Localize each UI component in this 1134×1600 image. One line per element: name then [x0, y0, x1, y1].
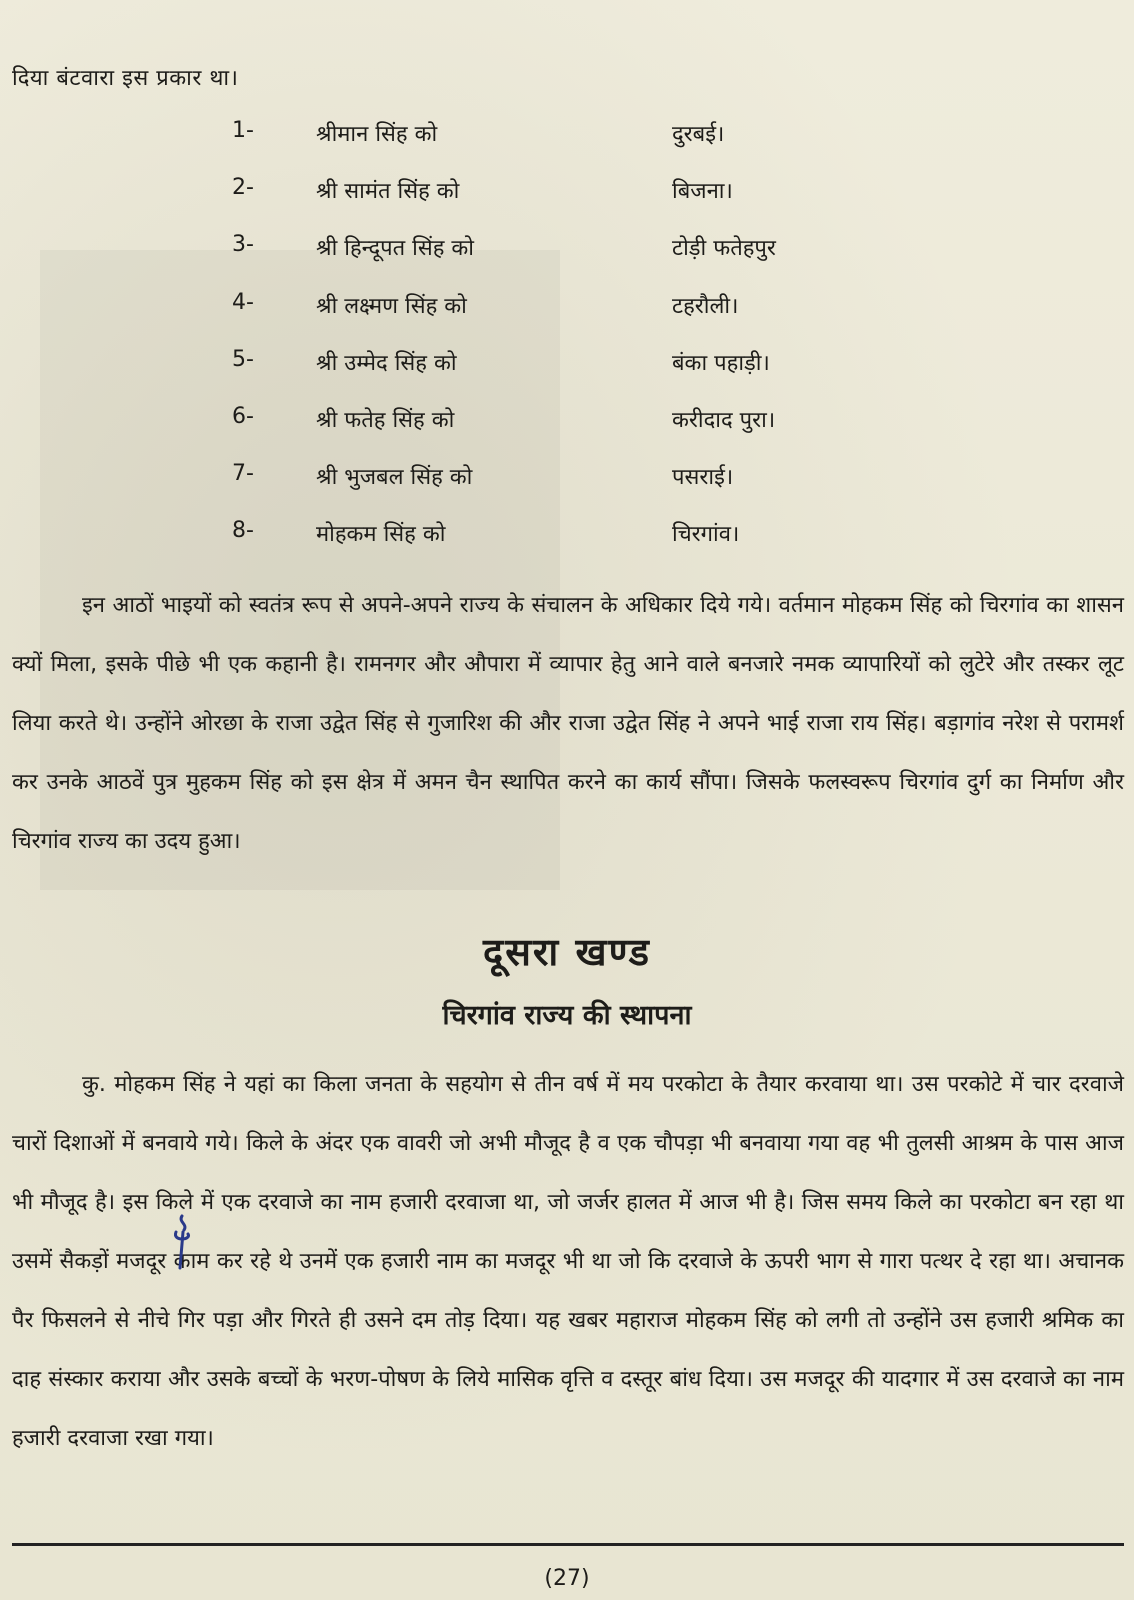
list-item-place: टोड़ी फतेहपुर: [672, 236, 776, 261]
list-item-number: 5-: [232, 347, 254, 372]
list-item-place: बिजना।: [672, 179, 733, 204]
list-item-number: 4-: [232, 290, 254, 315]
list-item-number: 8-: [232, 518, 254, 543]
paragraph-eight-brothers: इन आठों भाइयों को स्वतंत्र रूप से अपने-अपने राज्य के संचालन के अधिकार दिये गये। वर्तमान मोहकम सिंह को चिरगांव का शासन क्यों मिला, इसके पीछे भी एक कहानी है। रामनगर और औपारा में व्यापार हेतु आने वाले बनजारे नमक व्यापारियों को लुटेरे और तस्कर लूट लिया करते थे। उन्होंने ओरछा के राजा उद्वेत सिंह से गुजारिश की और राजा उद्वेत सिंह ने अपने भाई राजा राय सिंह। बड़ागांव नरेश से परामर्श कर उनके आठवें पुत्र मुहकम सिंह को इस क्षेत्र में अमन चैन स्थापित करने का कार्य सौंपा। जिसके फलस्वरूप चिरगांव दुर्ग का निर्माण और चिरगांव राज्य का उदय हुआ।: [12, 593, 1124, 854]
list-item-name: श्री हिन्दूपत सिंह को: [316, 236, 474, 261]
list-item-name: श्री फतेह सिंह को: [316, 408, 455, 433]
list-item-number: 6-: [232, 404, 254, 429]
paragraph-fort-establishment: कु. मोहकम सिंह ने यहां का किला जनता के सहयोग से तीन वर्ष में मय परकोटा के तैयार करवाया था। उस परकोटे में चार दरवाजे चारों दिशाओं में बनवाये गये। किले के अंदर एक वावरी जो अभी मौजूद है व एक चौपड़ा भी बनवाया गया वह भी तुलसी आश्रम के पास आज भी मौजूद है। इस किले में एक दरवाजे का नाम हजारी दरवाजा था, जो जर्जर हालत में आज भी है। जिस समय किले का परकोटा बन रहा था उसमें सैकड़ों मजदूर काम कर रहे थे उनमें एक हजारी नाम का मजदूर भी था जो कि दरवाजे के ऊपरी भाग से गारा पत्थर दे रहा था। अचानक पैर फिसलने से नीचे गिर पड़ा और गिरते ही उसने दम तोड़ दिया। यह खबर महाराज मोहकम सिंह को लगी तो उन्होंने उस हजारी श्रमिक का दाह संस्कार कराया और उसके बच्चों के भरण-पोषण के लिये मासिक वृत्ति व दस्तूर बांध दिया। उस मजदूर की यादगार में उस दरवाजे का नाम हजारी दरवाजा रखा गया।: [12, 1072, 1124, 1451]
section-title: दूसरा खण्ड: [483, 930, 651, 974]
list-item: [0, 118, 1134, 158]
list-item-name: श्री सामंत सिंह को: [316, 179, 460, 204]
list-item-name: श्री उम्मेद सिंह को: [316, 351, 457, 376]
list-item-name: श्रीमान सिंह को: [316, 122, 438, 147]
list-item-name: श्री लक्ष्मण सिंह को: [316, 294, 467, 319]
list-item-number: 2-: [232, 175, 254, 200]
list-item: [0, 404, 1134, 444]
list-item-name: मोहकम सिंह को: [316, 522, 446, 547]
list-item-number: 7-: [232, 461, 254, 486]
list-item-place: चिरगांव।: [672, 522, 740, 547]
list-item-place: दुरबई।: [672, 122, 725, 147]
list-item-place: बंका पहाड़ी।: [672, 351, 770, 376]
list-item-place: टहरौली।: [672, 294, 739, 319]
list-item: [0, 175, 1134, 215]
list-item-number: 1-: [232, 118, 254, 143]
footer-divider: [12, 1543, 1124, 1546]
intro-line: दिया बंटवारा इस प्रकार था।: [12, 66, 239, 91]
list-item: [0, 290, 1134, 330]
list-item: [0, 232, 1134, 272]
page-number: (27): [544, 1566, 590, 1591]
list-item-place: पसराई।: [672, 465, 734, 490]
list-item: [0, 461, 1134, 501]
section-subtitle: चिरगांव राज्य की स्थापना: [442, 1000, 692, 1031]
list-item-number: 3-: [232, 232, 254, 257]
list-item: [0, 518, 1134, 558]
handwritten-correction-mark: [168, 1212, 198, 1272]
list-item: [0, 347, 1134, 387]
list-item-place: करीदाद पुरा।: [672, 408, 776, 433]
list-item-name: श्री भुजबल सिंह को: [316, 465, 473, 490]
